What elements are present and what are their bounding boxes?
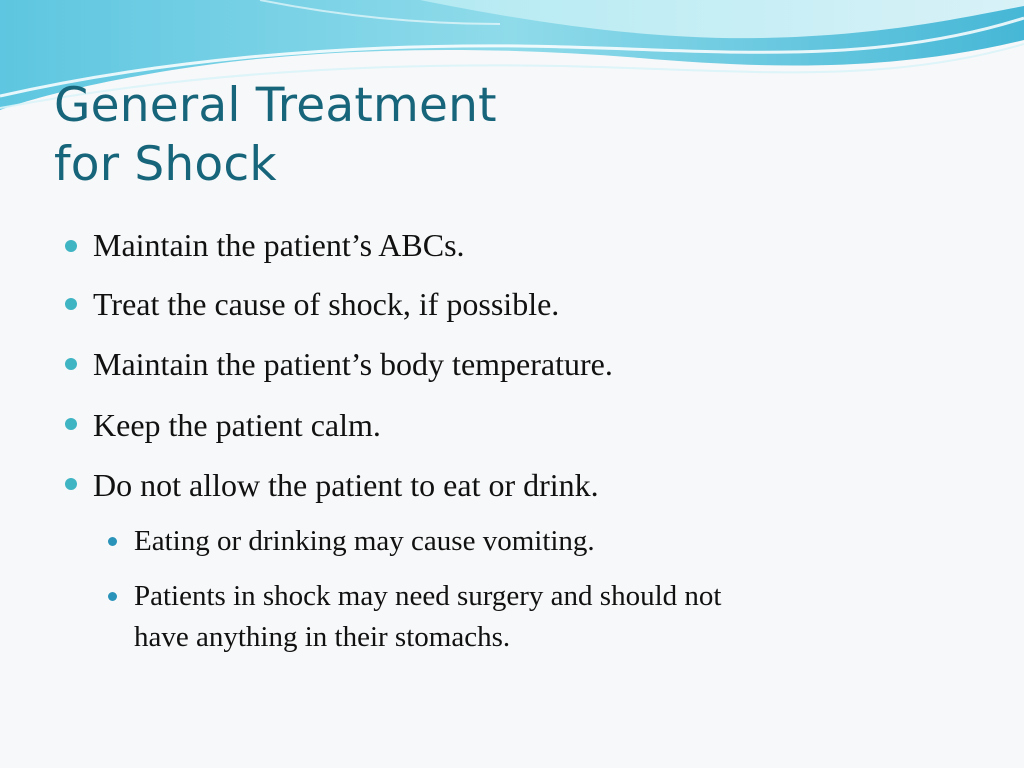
- bullet-marker-icon: [65, 358, 77, 370]
- bullet-item: Maintain the patient’s ABCs.: [93, 227, 465, 263]
- sub-bullet-item-continuation: have anything in their stomachs.: [134, 621, 511, 653]
- sub-bullet-marker-icon: [108, 592, 117, 601]
- bullet-item: Keep the patient calm.: [93, 407, 381, 443]
- bullet-marker-icon: [65, 298, 77, 310]
- bullet-marker-icon: [65, 478, 77, 490]
- bullet-marker-icon: [65, 418, 77, 430]
- slide-title-line-1: General Treatment: [54, 78, 497, 133]
- bullet-item: Maintain the patient’s body temperature.: [93, 346, 613, 382]
- sub-bullet-marker-icon: [108, 537, 117, 546]
- bullet-item: Treat the cause of shock, if possible.: [93, 286, 560, 322]
- bullet-item: Do not allow the patient to eat or drink.: [93, 467, 599, 503]
- sub-bullet-item: Eating or drinking may cause vomiting.: [134, 525, 595, 557]
- bullet-marker-icon: [65, 240, 77, 252]
- sub-bullet-item: Patients in shock may need surgery and should not: [134, 580, 722, 612]
- slide-title-line-2: for Shock: [54, 137, 277, 192]
